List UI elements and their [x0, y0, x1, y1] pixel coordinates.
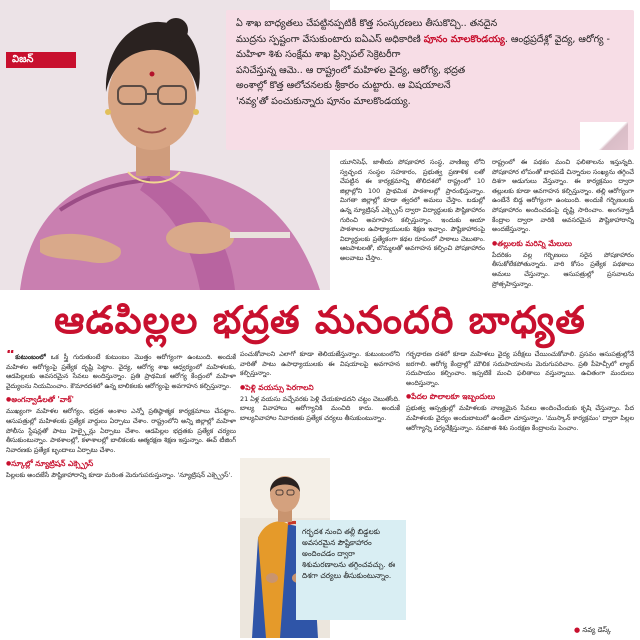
lower-column-1 [6, 350, 236, 628]
upper-column-2-subhead: ● తల్లులకు మరిన్ని మేలులు [492, 238, 634, 249]
lower-column-4-text-2: ప్రభుత్వ ఆస్పత్రుల్లో మహిళలకు నాణ్యమైన సేవలు అందించేందుకు కృషి చేస్తున్నాం. పేద మహిళలకు వైద్యం అందుబాటులో ఉండేలా చూస్తున్నాం. 'ముస్కాన్ కార్యక్రమం' ద్వారా పిల్లల ఆరోగ్యాన్ని పర్యవేక్షిస్తున్నాం. నవజాత శిశు సంరక్షణ కేంద్రాలను పెంచాం. [406, 404, 634, 432]
upper-column-2-text-after: పేదరికం వల్ల గర్భిణులు సరైన పోషకాహారం తీసుకోలేకపోతున్నారు. వారి కోసం ప్రత్యేక పథకాలు అమలు చేస్తున్నాం. ఆసుపత్రుల్లో ప్రసవాలను ప్రోత్సహిస్తున్నాం. [492, 250, 634, 288]
intro-box [226, 10, 634, 150]
upper-column-1-text: యూనిసెఫ్, జాతీయ పోషకాహార సంస్థ, వాణిజ్య లోని స్వచ్ఛంద సంస్థల సహకారం, ప్రభుత్వ ప్రణాళిక లతో చేపట్టిన ఈ కార్యక్రమాన్ని తొలిదశలో రాష్ట్రంలో 10 జిల్లాల్లోని 100 ప్రాథమిక పాఠశాలల్లో ప్రారంభిస్తున్నాం. మిగతా జిల్లాల్లో కూడా త్వరలో అమలు చేస్తాం. బడుల్లో ఉన్న న్యూట్రిషన్ ఎక్స్ప్రెస్ ద్వారా విద్యార్థులకు పౌష్టికాహారం గురించి అవగాహన కల్పిస్తున్నాం. ఇందుకు ఆయా పాఠశాలల ఉపాధ్యాయులకు శిక్షణ ఇచ్చాం. పౌష్టికాహారంపై విద్యార్థులకు ప్రత్యేకంగా కథల రూపంలో పాఠాలు చెబుతాం. ఆటపాటలతో, బొమ్మలతో అవగాహన కల్పించి పోషకాహారం అలవాటు చేస్తాం. [340, 158, 485, 262]
lower-column-1-text-3: పిల్లలకు అందజేసే పౌష్టికాహారాన్ని కూడా మరింత మెరుగుపరుస్తున్నాం. 'న్యూట్రిషన్ ఎక్స్ప్రెస్'. [6, 471, 233, 480]
lower-column-1-subhead-2: ● స్కూల్లో న్యూట్రిషన్ ఎక్స్ప్రెస్ [6, 458, 236, 469]
intro-line-2: ముద్రను స్పష్టంగా వేసుకుంటారు ఐఏఎస్ అధికారిణి [236, 33, 424, 45]
lower-column-4 [406, 350, 634, 628]
intro-line-3: . ఆంధ్రప్రదేశ్లో వైద్య, ఆరోగ్య - మహిళా శిశు సంక్షేమ శాఖ ప్రిన్సిపల్ సెక్రెటరీగా [236, 33, 610, 60]
lower-column-1-text-2: ముఖ్యంగా మహిళల ఆరోగ్యం, భద్రత అంశాల ఎన్నో ప్రతిష్ఠాత్మక కార్యక్రమాలు చేపట్టాం. ఆసుపత్రుల్లో మహిళలకు ప్రత్యేక వార్డులు ఏర్పాటు చేశాం. రాష్ట్రంలోని అన్ని జిల్లాల్లో మహిళా పోలీసు స్టేషన్లతో పాటు హెల్ప్లైన్లు ఏర్పాటు చేశాం. ఆడపిల్లల భద్రతకు ప్రత్యేక చర్యలు తీసుకుంటున్నాం. పాఠశాలల్లో, కళాశాలల్లో బాలికలకు ఆత్మరక్షణ శిక్షణ ఇస్తున్నాం. ఈవ్ టీజింగ్ నివారణకు ప్రత్యేక బృందాలు ఏర్పాటు చేశాం. [6, 407, 236, 454]
lower-column-4-subhead: ● పేదల పొలాలకూ ఇబ్బందులు [406, 391, 634, 402]
intro-name-highlight: పూనం మాలకొండయ్య [423, 33, 505, 45]
intro-line-4: పనిచేస్తున్న ఆమె.. ఆ రాష్ట్రంలో మహిళల వైద్య, ఆరోగ్య, భద్రత [236, 64, 466, 76]
upper-column-2 [492, 158, 634, 290]
byline [574, 626, 611, 636]
lower-column-1-subhead: ● అంగన్వాడీలతో 'వాక్' [6, 394, 236, 405]
headline: ఆడపిల్లల భద్రత మనందరి బాధ్యత [54, 298, 586, 342]
lower-column-2-text-2: 21 ఏళ్ల వయసు వచ్చేవరకు పెళ్లి చేయకూడదని చట్టం చెబుతోంది. బాల్య వివాహాలు ఆరోగ్యానికి మంచిది కాదు. అందుకే బాల్యవివాహాల నివారణకు ప్రత్యేక చర్యలు తీసుకుంటున్నాం. [240, 394, 400, 422]
lower-column-1-text: ఒక స్త్రీ గురుతుంటే కుటుంబం మొత్తం ఆరోగ్యంగా ఉంటుంది. అందుకే మహిళల ఆరోగ్యంపై ప్రత్యేక దృష్టి పెట్టాం. వైద్య, ఆరోగ్య శాఖ ఆధ్వర్యంలో మహిళలకు, ఆడపిల్లలకు అవసరమైన సేవలు అందిస్తున్నాం. ప్రతి ప్రాథమిక ఆరోగ్య కేంద్రంలో మహిళా వైద్యులను నియమించాం. కౌమారదశలో ఉన్న బాలికలకు ఆరోగ్యంపై అవగాహన కల్పిస్తున్నాం. [6, 353, 236, 390]
pull-quote-box [296, 520, 406, 620]
page-curl-decoration [580, 122, 628, 150]
section-tag: విజన్ [6, 52, 76, 68]
upper-column-2-text: రాష్ట్రంలో ఈ పథకం మంచి ఫలితాలను ఇస్తున్నది. పోషకాహార లోపంతో బాధపడే చిన్నారుల సంఖ్యను తగ్గించే దిశగా అడుగులు వేస్తున్నాం. ఈ కార్యక్రమం ద్వారా తల్లులకు కూడా అవగాహన కల్పిస్తున్నాం. తల్లి ఆరోగ్యంగా ఉంటేనే బిడ్డ ఆరోగ్యంగా ఉంటుంది. అందుకే గర్భిణులకు పోషకాహారం అందించడంపై దృష్టి సారించాం. అంగన్వాడీ కేంద్రాల ద్వారా వారికి అవసరమైన పౌష్టికాహారాన్ని అందజేస్తున్నాం. [492, 158, 634, 234]
byline-bullet-icon: ● [574, 626, 581, 634]
lower-column-2-subhead: ● పెళ్లి వయస్సు పెరగాలని [240, 382, 400, 393]
lower-column-2-text: పంచుకోవాలని ఎలాగో కూడా తెలియజేస్తున్నాం. కుటుంబంలోని వారితో పాటు ఉపాధ్యాయులకు ఈ విషయాలపై అవగాహన కల్పిస్తున్నాం. [240, 350, 400, 378]
intro-text [236, 16, 624, 109]
quote-mark-icon: “ [6, 350, 16, 363]
intro-line-6: 'నవ్య'తో పంచుకున్నారు పూనం మాలకొండయ్య. [236, 95, 411, 107]
lower-column-4-text: గర్భధారణ దశలో కూడా మహిళలు వైద్య పరీక్షలు చేయించుకోవాలి. ప్రసవం ఆసుపత్రుల్లోనే జరగాలి. ఆరోగ్య కేంద్రాల్లో మౌలిక సదుపాయాలను మెరుగుపరిచాం. ప్రతి పీహెచ్సీలో ల్యాబ్ సదుపాయం కల్పించాం. ఇప్పటికే మంచి ఫలితాలు వస్తున్నాయి. ఉచితంగా మందులు అందిస్తున్నాం. [406, 350, 634, 387]
intro-line-5: అంశాల్లో కొత్త ఆలోచనలకు శ్రీకారం చుట్టారు. ఆ విషయాలనే [236, 80, 451, 91]
lead-word: కుటుంబంలో [15, 353, 46, 361]
pull-quote-text: గర్భదశ నుంచి తల్లీ బిడ్డలకు అవసరమైన పౌష్టికాహారం అందించడం ద్వారా శిశుమరణాలను తగ్గించవచ్చు. ఈ దిశగా చర్యలు తీసుకుంటున్నాం. [302, 527, 396, 580]
byline-text: నవ్య డెస్క్ [582, 626, 611, 634]
lower-column-2 [240, 350, 400, 455]
upper-column-1 [340, 158, 485, 290]
intro-line-1: ఏ శాఖ బాధ్యతలు చేపట్టినప్పటికీ కొత్త సంస్కరణలు తీసుకొచ్చి.. తనదైన [236, 18, 498, 29]
